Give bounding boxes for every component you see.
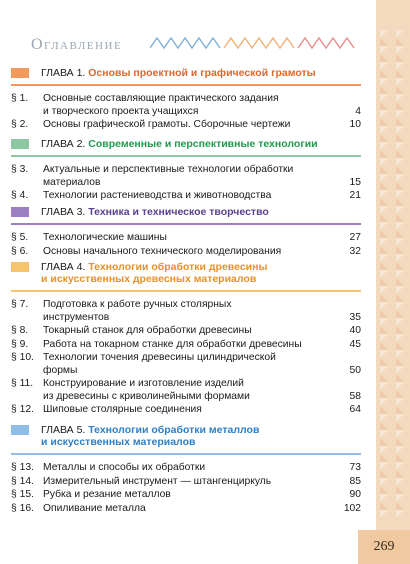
section-title-line: Технологические машины — [43, 232, 167, 243]
zigzag-ornament — [150, 36, 360, 50]
section-number: § 13. — [11, 462, 34, 473]
section-title-line: Технологии растениеводства и животноводства — [43, 190, 272, 201]
chapter-title — [41, 261, 267, 285]
section-title-line: из древесины с криволинейными формами — [43, 390, 250, 402]
chapter-divider — [11, 453, 361, 455]
section-number: § 7. — [11, 299, 29, 310]
chapter-label: ГЛАВА 4. — [41, 261, 89, 273]
section-title-line: Актуальные и перспективные технологии обработки — [43, 164, 294, 175]
chapter-color-bar — [11, 139, 29, 149]
chapter-divider — [11, 290, 361, 292]
section-title-line: Конструирование и изготовление изделий — [43, 378, 244, 389]
section-number: § 16. — [11, 502, 34, 514]
section-page-number: 27 — [349, 232, 361, 243]
chapter-label: ГЛАВА 3. — [41, 206, 89, 218]
chapter-label: ГЛАВА 1. — [41, 67, 89, 79]
section-title-line: Металлы и способы их обработки — [43, 462, 206, 473]
section-number: § 8. — [11, 325, 29, 336]
section-title-line: материалов — [43, 176, 101, 188]
section-title-line: и творческого проекта учащихся — [43, 105, 199, 117]
chapter-name: Технологии обработки древесины — [88, 261, 268, 273]
section-page-number: 102 — [343, 502, 361, 514]
chapter-title — [41, 67, 316, 79]
section-title — [43, 503, 338, 516]
section-title — [43, 489, 338, 502]
section-title-line: формы — [43, 364, 78, 376]
section-page-number: 58 — [349, 390, 361, 402]
section-title-line: Основные составляющие практического задания — [43, 93, 279, 104]
chapter-name: Техника и техническое творчество — [88, 206, 269, 218]
section-page-number: 15 — [349, 176, 361, 188]
section-title — [43, 462, 338, 475]
section-number: § 2. — [11, 119, 29, 130]
section-title-line: Рубка и резание металлов — [43, 489, 171, 500]
section-title-line: инструментов — [43, 311, 110, 323]
section-title — [43, 299, 338, 324]
section-number: § 5. — [11, 232, 29, 243]
section-title — [43, 378, 338, 403]
chapter-name: Современные и перспективные технологии — [88, 138, 318, 150]
section-title — [43, 93, 338, 118]
chapter-title — [41, 206, 269, 218]
chapter-color-bar — [11, 207, 29, 217]
chapter-color-bar — [11, 68, 29, 78]
section-title-line: Технологии точения древесины цилиндрической — [43, 352, 276, 363]
section-title-line: Основы графической грамоты. Сборочные чертежи — [43, 119, 291, 130]
section-page-number: 4 — [355, 105, 361, 117]
section-number: § 3. — [11, 164, 29, 175]
page-title: Оглавление — [31, 36, 123, 53]
section-page-number: 32 — [349, 245, 361, 257]
section-page-number: 85 — [349, 475, 361, 487]
section-title-line: Основы начального технического моделирования — [43, 245, 282, 257]
chapter-name: Основы проектной и графической грамоты — [88, 67, 316, 79]
section-number: § 9. — [11, 338, 29, 350]
section-page-number: 73 — [349, 462, 361, 473]
section-title — [43, 246, 338, 259]
section-title — [43, 352, 338, 377]
section-title — [43, 325, 338, 338]
section-number: § 15. — [11, 489, 34, 500]
section-title-line: Подготовка к работе ручных столярных — [43, 299, 232, 310]
section-title — [43, 164, 338, 189]
section-page-number: 21 — [349, 190, 361, 201]
decorative-side-strip — [376, 0, 410, 564]
section-page-number: 40 — [349, 325, 361, 336]
section-page-number: 10 — [349, 119, 361, 130]
chapter-divider — [11, 155, 361, 157]
section-page-number: 35 — [349, 311, 361, 323]
chapter-title — [41, 424, 259, 448]
section-title-line: Работа на токарном станке для обработки древесины — [43, 338, 302, 350]
section-number: § 4. — [11, 190, 29, 201]
section-number: § 10. — [11, 352, 34, 363]
section-number: § 1. — [11, 93, 29, 104]
chapter-label: ГЛАВА 2. — [41, 138, 89, 150]
chapter-color-bar — [11, 425, 29, 435]
section-number: § 14. — [11, 475, 34, 487]
chapter-divider — [11, 223, 361, 225]
section-title — [43, 190, 338, 203]
section-number: § 11. — [11, 378, 34, 389]
chapter-color-bar — [11, 262, 29, 272]
chapter-title — [41, 138, 318, 150]
section-title-line: Измерительный инструмент — штангенциркуль — [43, 475, 272, 487]
section-number: § 6. — [11, 245, 29, 257]
section-title-line: Шиповые столярные соединения — [43, 404, 202, 415]
section-page-number: 64 — [349, 404, 361, 415]
chapter-name-line2: и искусственных материалов — [41, 436, 196, 448]
chapter-name: Технологии обработки металлов — [88, 424, 260, 436]
section-title-line: Токарный станок для обработки древесины — [43, 325, 252, 336]
section-page-number: 90 — [349, 489, 361, 500]
section-number: § 12. — [11, 404, 34, 415]
section-page-number: 50 — [349, 364, 361, 376]
section-title — [43, 232, 338, 245]
page-number: 269 — [358, 530, 410, 564]
section-title — [43, 476, 338, 489]
chapter-divider — [11, 84, 361, 86]
section-title — [43, 404, 338, 417]
section-page-number: 45 — [349, 338, 361, 350]
chapter-label: ГЛАВА 5. — [41, 424, 89, 436]
section-title — [43, 339, 338, 352]
chapter-name-line2: и искусственных древесных материалов — [41, 273, 257, 285]
section-title-line: Опиливание металла — [43, 502, 146, 514]
section-title — [43, 119, 338, 132]
